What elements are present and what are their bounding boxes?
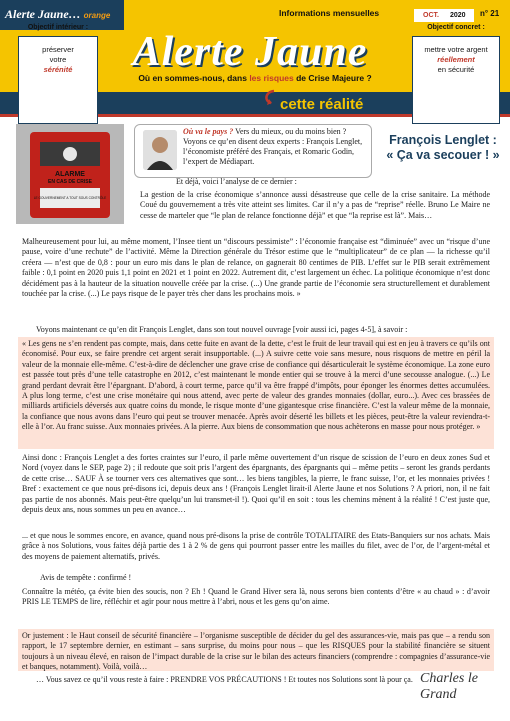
- svg-text:EN CAS DE CRISE: EN CAS DE CRISE: [48, 179, 92, 185]
- objective-interior-heading: Objectif intérieur :: [27, 24, 89, 31]
- signature: Charles le Grand: [420, 671, 478, 702]
- paragraph-1: La gestion de la crise économique s’annonce aussi désastreuse que celle de la crise sanitaire. La méthode Coué du gouvernement a très vite atteint ses limites. Car il n’y a pas de “reprise” réelle. Bruno Le Maire ne cesse de marteler que “le plan de relance fonctionne déjà” et que “la reprise est là”. Mais…: [140, 190, 490, 220]
- lenglet-headline: François Lenglet : « Ça va secouer ! »: [386, 133, 500, 162]
- brand-name: Alerte Jaune… orange: [5, 7, 111, 21]
- realite-label: cette réalité: [280, 96, 364, 113]
- svg-text:ALARME: ALARME: [55, 171, 85, 178]
- objective-concrete-box: Objectif concret : mettre votre argent réellement en sécurité: [412, 36, 500, 124]
- issue-year: 2020: [450, 12, 466, 19]
- header-infos: Informations mensuelles: [279, 8, 380, 18]
- paragraph-5: Ainsi donc : François Lenglet a des fortes craintes sur l’euro, il parle même ouvertement d’un risque de scission de l’euro en deux zones Sud et Nord (voyez dans le SEP, page 2) ; il redoute que soit pris l’argent des épargnants, des épargnants qui – même petits – seront les grands perdants de cette crise… SAUF À se tourner vers ces alternatives que sont… les biens tangibles, la pierre, le franc suisse, l’or, et les monnaies privées ! Bref : exactement ce que nous pré-disons ici, depuis deux ans ! (François Lenglet lirait-il Alerte Jaune et nos Solutions ? A priori, non, il ne fait pas partie de nos abonnés. Mais peut-être quelqu’un lui transmet-il !). Quoi qu’il en soit : tous les chemins mènent à la réalité ! C’est juste que, depuis deux ans, nous sommes un peu en avance…: [22, 453, 490, 515]
- paragraph-3: Voyons maintenant ce qu’en dit François Lenglet, dans son tout nouvel ouvrage [voir aussi ici, pages 4-5], à savoir :: [36, 325, 408, 334]
- portrait-image: [143, 130, 177, 170]
- brand-tag: orange: [83, 11, 111, 20]
- paragraph-6: ... et que nous le sommes encore, en avance, quand nous pré-disons la prise de contrôle TOTALITAIRE des Etats-Banquiers sur nos achats. Mais grâce à nos Solutions, vous faites déjà partie des 1 à 2 % de gens qui pourront passer entre les mailles du filet, avec de l’or, de l’argent-métal et des moyens de paiement alternatifs, privés.: [22, 531, 490, 561]
- paragraph-4: « Les gens ne s’en rendent pas compte, mais, dans cette fuite en avant de la dette, c’est le fruit de leur travail qui est en jeu à travers ce qu’ils ont économisé. Pour eux, se faire prendre cet argent serait insupportable. (...) A suivre cette voie sans mesure, nous risquons de mettre en péril la valeur de la monnaie elle-même. C’est-à-dire de déclencher une grave crise de confiance qui désarticulerait le système économique. La zone euro est passée tout près d’une telle catastrophe en 2012, c’est maintenant le monde entier qui se trouve à la merci d’une secousse analogue. (...) Le grand perdant devrait être l’épargnant. D’abord, à court terme, parce qu’il va être frappé d’impôts, pour éponger les énormes dettes accumulées. A plus long terme, c’est une crise monétaire qui nous attend, avec perte de valeur des grandes monnaies (dollar, euro...). Avec ces brassées de milliards artificiels déversés aux quatre coins du monde, le risque monte d’une gigantesque crise financière. C’est la valeur même de la monnaie, la confiance que nous avons dans l’euro qui peut se trouver menacée. Après avoir déserté les billets et les pièces, peut-être la valeur reviendra-t-elle à l’or. Au franc suisse. Aux monnaies privées. A la pierre. Aux biens de consommation que nous achèterons en masse pour nous protéger. »: [22, 339, 490, 432]
- paragraph-8: Connaître la météo, ça évite bien des soucis, non ? Eh ! Quand le Grand Hiver sera là, nous serons bien contents d’être « au chaud » : d’avoir PRIS LE TEMPS de lire, réfléchir et agir pour nous mettre à l’abri, nous et les gens qu’on aime.: [22, 587, 490, 607]
- paragraph-10: … Vous savez ce qu’il vous reste à faire : PRENDRE VOS PRÉCAUTIONS ! Et toutes nos Solutions sont là pour ça.: [36, 675, 413, 684]
- paragraph-2: Malheureusement pour lui, au même moment, l’Insee tient un “discours pessimiste” : l’économie française est “diminuée” avec un “risque d’une pause, voire d’une rechute” de l’activité. Même la Direction générale du Trésor estime que le “multiplicateur” de ce plan — la richesse qu’il créera — n’est que de 0,8 : pour un euro mis dans le plan de relance, on gagnerait 80 centimes de PIB. L’effet sur le PIB serait extrêmement faible : 0,1 point en 2020 puis 1,1 point en 2021 et 1 point en 2022. Autrement dit, c’est largement un échec. La politique économique n’est donc décidément pas à la hauteur de la situation nouvelle créée par la crise. (...) Une grande partie de l’économie sera structurellement et durablement touchée par la crise. (...) Le pays risque de le payer très cher dans les prochains mois. »: [22, 237, 490, 299]
- curved-arrow-icon: [262, 89, 278, 107]
- date-box: [414, 9, 474, 22]
- speech-bubble: Où va le pays ? Vers du mieux, ou du moins bien ? Voyons ce qu’en disent deux experts : François Lenglet, l’économiste préféré des Français, et Romaric Godin, l’expert de Médiapart.: [134, 124, 372, 178]
- page-title: Alerte Jaune: [132, 29, 368, 75]
- issue-number: n° 21: [480, 9, 500, 18]
- objective-interior-box: Objectif intérieur : préserver votre sérénité: [18, 36, 98, 124]
- svg-text:LE GOUVERNEMENT A TOUT SOUS CO: LE GOUVERNEMENT A TOUT SOUS CONTRÔLE: [33, 196, 107, 200]
- paragraph-7: Avis de tempête : confirmé !: [40, 573, 132, 582]
- page-subtitle: Où en sommes-nous, dans les risques de Crise Majeure ?: [138, 73, 372, 83]
- alarm-box-photo: [16, 124, 124, 224]
- issue-month: OCT.: [423, 12, 439, 19]
- objective-concrete-heading: Objectif concret :: [427, 24, 485, 31]
- paragraph-9: Or justement : le Haut conseil de sécurité financière – l’organisme susceptible de décider du gel des assurances-vie, mais pas que – a rendu son rapport, le 17 septembre dernier, en estimant – sans surprise, du moins pour nous – que les RISQUES pour la stabilité financière se situent toujours à un niveau élevé, en raison de l’impact durable de la crise sur le bilan des acteurs financiers (comprendre : compagnies d’assurance-vie et banques, notamment). Voilà, voilà…: [22, 631, 490, 672]
- intro-text: Et déjà, voici l’analyse de ce dernier :: [176, 177, 297, 186]
